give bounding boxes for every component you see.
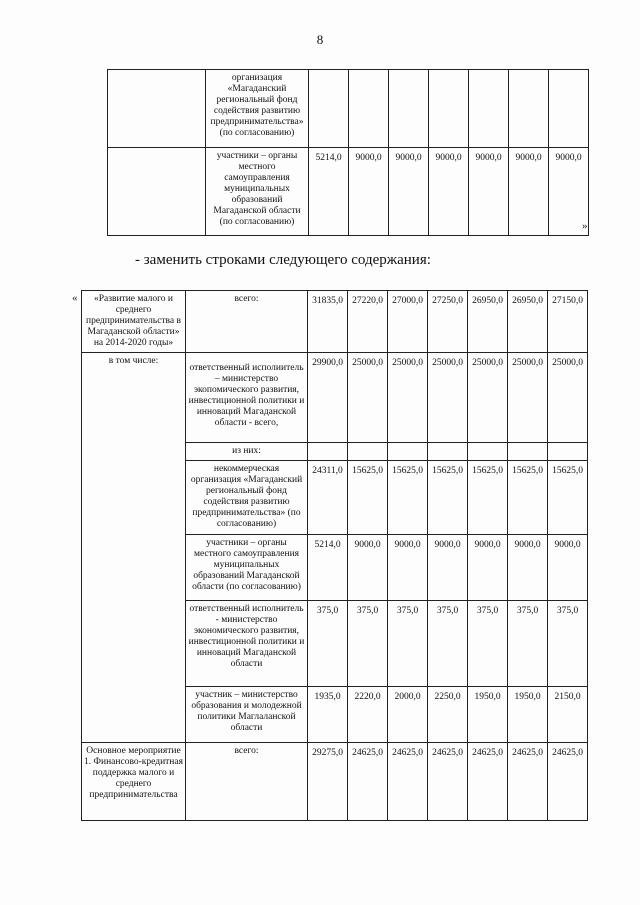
table-row [82,353,588,443]
value-cell: 9000,0 [548,535,588,601]
value-cell: 15625,0 [428,461,468,535]
empty-cell [108,148,206,236]
value-cell: 375,0 [548,601,588,687]
value-cell: 27220,0 [348,291,388,353]
instruction-text: - заменить строками следующего содержания: [135,252,431,268]
value-cell [349,70,389,148]
value-cell: 24625,0 [548,743,588,821]
of-them-label: из них: [186,443,308,461]
row-label: всего: [186,743,308,821]
value-cell: 375,0 [308,601,348,687]
value-cell: 15625,0 [388,461,428,535]
value-cell: 9000,0 [509,148,549,236]
value-cell: 9000,0 [349,148,389,236]
value-cell [509,70,549,148]
value-cell [549,70,589,148]
row-label: участники – органы местного самоуправления муниципальных образований Магаданской области (по согласованию) [206,148,309,236]
value-cell: 15625,0 [548,461,588,535]
empty-cell [348,443,388,461]
empty-cell [308,443,348,461]
empty-cell [428,443,468,461]
value-cell: 24625,0 [468,743,508,821]
row-label: всего: [186,291,308,353]
value-cell: 26950,0 [468,291,508,353]
value-cell: 1935,0 [308,687,348,743]
value-cell: 9000,0 [348,535,388,601]
value-cell: 1950,0 [508,687,548,743]
value-cell: 2220,0 [348,687,388,743]
value-cell: 31835,0 [308,291,348,353]
value-cell: 5214,0 [308,535,348,601]
value-cell: 27150,0 [548,291,588,353]
value-cell [469,70,509,148]
value-cell: 24625,0 [428,743,468,821]
value-cell: 29900,0 [308,353,348,443]
activity-title: Основное мероприятие 1. Финансово-кредитная поддержка малого и среднего предпринимательства [82,743,186,821]
value-cell: 27000,0 [388,291,428,353]
value-cell: 15625,0 [468,461,508,535]
table-row [108,148,589,236]
value-cell: 9000,0 [469,148,509,236]
program-title: «Развитие малого и среднего предпринимательства в Магаданской области» на 2014-2020 годы» [82,291,186,353]
value-cell: 1950,0 [468,687,508,743]
continued-table [107,69,589,236]
empty-cell [108,70,206,148]
value-cell: 2000,0 [388,687,428,743]
value-cell: 375,0 [468,601,508,687]
value-cell: 25000,0 [468,353,508,443]
value-cell: 9000,0 [428,535,468,601]
value-cell: 9000,0 [388,535,428,601]
table-row [82,291,588,353]
value-cell: 5214,0 [309,148,349,236]
value-cell: 375,0 [428,601,468,687]
value-cell: 24311,0 [308,461,348,535]
value-cell: 15625,0 [508,461,548,535]
row-label: участник – министерство образования и молодежной политики Маглаланской области [186,687,308,743]
table-row [82,743,588,821]
value-cell: 9000,0 [429,148,469,236]
row-label: организация «Магаданский региональный фонд содействия развитию предпринимательства» (по согласованию) [206,70,309,148]
value-cell: 375,0 [348,601,388,687]
value-cell: 2250,0 [428,687,468,743]
value-cell: 9000,0 [549,148,589,236]
page-number: 8 [316,32,324,47]
value-cell: 375,0 [508,601,548,687]
empty-cell [548,443,588,461]
empty-cell [508,443,548,461]
empty-cell [468,443,508,461]
empty-cell [388,443,428,461]
value-cell: 25000,0 [388,353,428,443]
value-cell [309,70,349,148]
value-cell: 24625,0 [388,743,428,821]
closing-quote: » [582,220,588,232]
row-label: ответственный исполнитель - министерство экономического развития, инвестиционной политики и инноваций Магаданской области [186,601,308,687]
value-cell: 25000,0 [348,353,388,443]
row-label: участники – органы местного самоуправления муниципальных образований Магаданской области (по согласованию) [186,535,308,601]
value-cell: 2150,0 [548,687,588,743]
table-row [108,70,589,148]
value-cell: 25000,0 [428,353,468,443]
value-cell: 25000,0 [508,353,548,443]
opening-quote: « [72,292,78,304]
value-cell: 29275,0 [308,743,348,821]
value-cell: 24625,0 [348,743,388,821]
value-cell: 9000,0 [389,148,429,236]
value-cell [389,70,429,148]
value-cell: 9000,0 [468,535,508,601]
value-cell: 9000,0 [508,535,548,601]
value-cell [429,70,469,148]
value-cell: 375,0 [388,601,428,687]
value-cell: 27250,0 [428,291,468,353]
value-cell: 24625,0 [508,743,548,821]
value-cell: 26950,0 [508,291,548,353]
value-cell: 15625,0 [348,461,388,535]
in-that-number-label: в том числе: [82,353,186,743]
replacement-table [81,290,588,821]
value-cell: 25000,0 [548,353,588,443]
row-label: ответственный исполиитель – министерство экопомического развития, инвестиционной политики и инноваций Магаданской области - всего, [186,353,308,443]
row-label: некоммерческая организация «Магаданский региональный фонд содействия развитию предпринимательства» (по согласованию) [186,461,308,535]
